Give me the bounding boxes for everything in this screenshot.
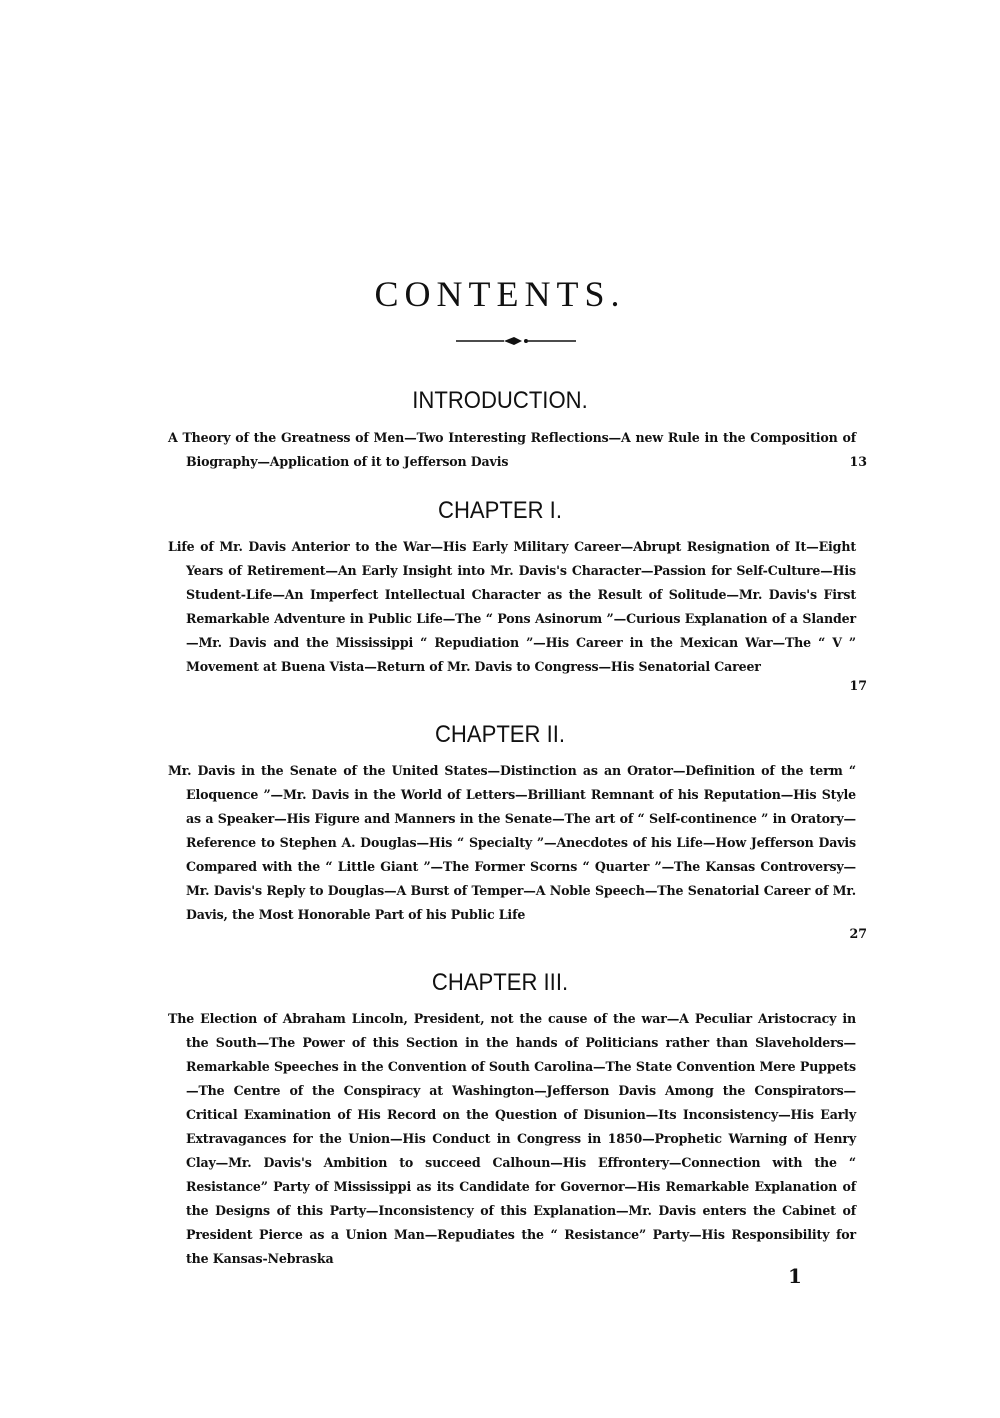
toc-entry-text: A Theory of the Greatness of Men—Two Interesting Reflections—A new Rule in the Composition of Biography—Application of it to Jefferson Davis — [168, 430, 856, 469]
toc-entry-text: Life of Mr. Davis Anterior to the War—His Early Military Career—Abrupt Resignation of It—Eight Years of Retirement—An Early Insight into Mr. Davis's Character—Passion for Self-Culture—His Student-Life—An Imperfect Intellectual Character as the Result of Solitude—Mr. Davis's First Remarkable Adventure in Public Life—The “ Pons Asinorum ”—Curious Explanation of a Slander—Mr. Davis and the Mississippi “ Repudiation ”—His Career in the Mexican War—The “ V ” Movement at Buena Vista—Return of Mr. Davis to Congress—His Senatorial Career — [168, 539, 856, 674]
toc-entry-text: The Election of Abraham Lincoln, President, not the cause of the war—A Peculiar Aristocracy in the South—The Power of this Section in the hands of Politicians rather than Slaveholders—Remarkable Speeches in the Convention of South Carolina—The State Convention Mere Puppets—The Centre of the Conspiracy at Washington—Jefferson Davis Among the Conspirators—Critical Examination of His Record on the Question of Disunion—Its Inconsistency—His Early Extravagances for the Union—His Conduct in Congress in 1850—Prophetic Warning of Henry Clay—Mr. Davis's Ambition to succeed Calhoun—His Effrontery—Connection with the “ Resistance” Party of Mississippi as its Candidate for Governor—His Remarkable Explanation of the Designs of this Party—Inconsistency of this Explanation—Mr. Davis enters the Cabinet of President Pierce as a Union Man—Repudiates the “ Resistance” Party—His Responsibility for the Kansas-Nebraska — [168, 1011, 856, 1266]
page-folio-number: 1 — [788, 1264, 802, 1288]
toc-entry-chapter-2 — [168, 759, 856, 927]
toc-entry-chapter-1 — [168, 535, 856, 679]
divider-ornament — [456, 334, 576, 348]
section-heading-chapter-2: CHAPTER II. — [434, 721, 566, 748]
toc-entry-text: Mr. Davis in the Senate of the United States—Distinction as an Orator—Definition of the term “ Eloquence ”—Mr. Davis in the World of Letters—Brilliant Remnant of his Reputation—His Style as a Speaker—His Figure and Manners in the Senate—The art of “ Self-continence ” in Oratory—Reference to Stephen A. Douglas—His “ Specialty ”—Anecdotes of his Life—How Jefferson Davis Compared with the “ Little Giant ”—The Former Scorns “ Quarter ”—The Kansas Controversy—Mr. Davis's Reply to Douglas—A Burst of Temper—A Noble Speech—The Senatorial Career of Mr. Davis, the Most Honorable Part of his Public Life — [168, 763, 856, 922]
section-heading-chapter-3: CHAPTER III. — [431, 969, 569, 996]
section-heading-introduction: INTRODUCTION. — [412, 387, 588, 414]
toc-entry-introduction — [168, 426, 856, 474]
toc-entry-chapter-3 — [168, 1007, 856, 1271]
toc-page-number: 17 — [849, 678, 867, 693]
toc-page-number: 13 — [849, 454, 867, 469]
section-heading-chapter-1: CHAPTER I. — [438, 497, 562, 524]
toc-page-number: 27 — [849, 926, 867, 941]
page-title: CONTENTS. — [374, 274, 626, 314]
